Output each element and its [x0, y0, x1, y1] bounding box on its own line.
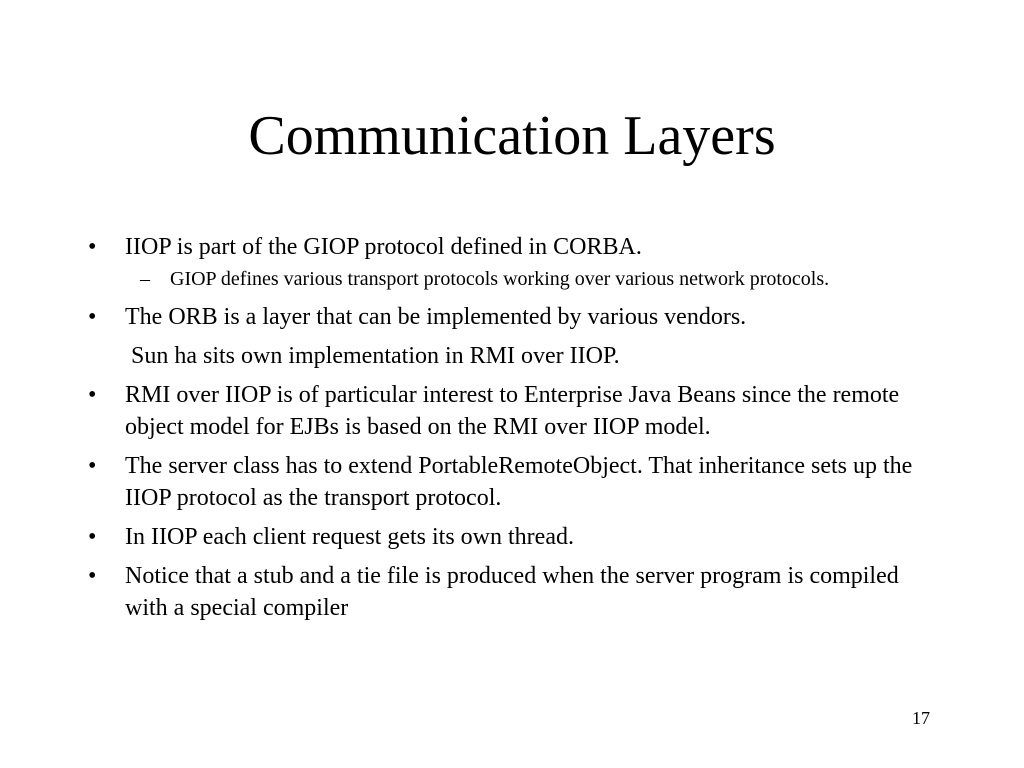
continuation-text: Sun ha sits own implementation in RMI over IIOP. [131, 343, 620, 369]
page-number: 17 [912, 708, 930, 728]
bullet-marker: • [88, 453, 97, 479]
bullet-item [88, 301, 935, 333]
bullet-item [88, 521, 935, 553]
slide-title: Communication Layers [248, 105, 776, 167]
bullet-marker: • [88, 382, 97, 408]
bullet-text: In IIOP each client request gets its own thread. [125, 524, 574, 550]
dash-marker: – [140, 268, 150, 290]
bullet-item [88, 450, 935, 514]
bullet-item [88, 379, 935, 443]
bullet-text: The server class has to extend PortableRemoteObject. That inheritance sets up the IIOP protocol as the transport protocol. [125, 453, 913, 511]
bullet-list [88, 231, 948, 631]
sub-bullet-item [88, 266, 948, 292]
bullet-item [88, 560, 935, 624]
bullet-text: The ORB is a layer that can be implemented by various vendors. [125, 304, 747, 330]
bullet-item [88, 231, 935, 263]
bullet-text: RMI over IIOP is of particular interest to Enterprise Java Beans since the remote object model for EJBs is based on the RMI over IIOP model. [125, 382, 900, 440]
bullet-marker: • [88, 234, 97, 260]
bullet-text: IIOP is part of the GIOP protocol defined in CORBA. [125, 234, 642, 260]
sub-bullet-text: GIOP defines various transport protocols working over various network protocols. [170, 268, 830, 290]
bullet-marker: • [88, 304, 97, 330]
bullet-text: Notice that a stub and a tie file is produced when the server program is compiled with a special compiler [125, 563, 899, 621]
bullet-marker: • [88, 563, 97, 589]
bullet-marker: • [88, 524, 97, 550]
